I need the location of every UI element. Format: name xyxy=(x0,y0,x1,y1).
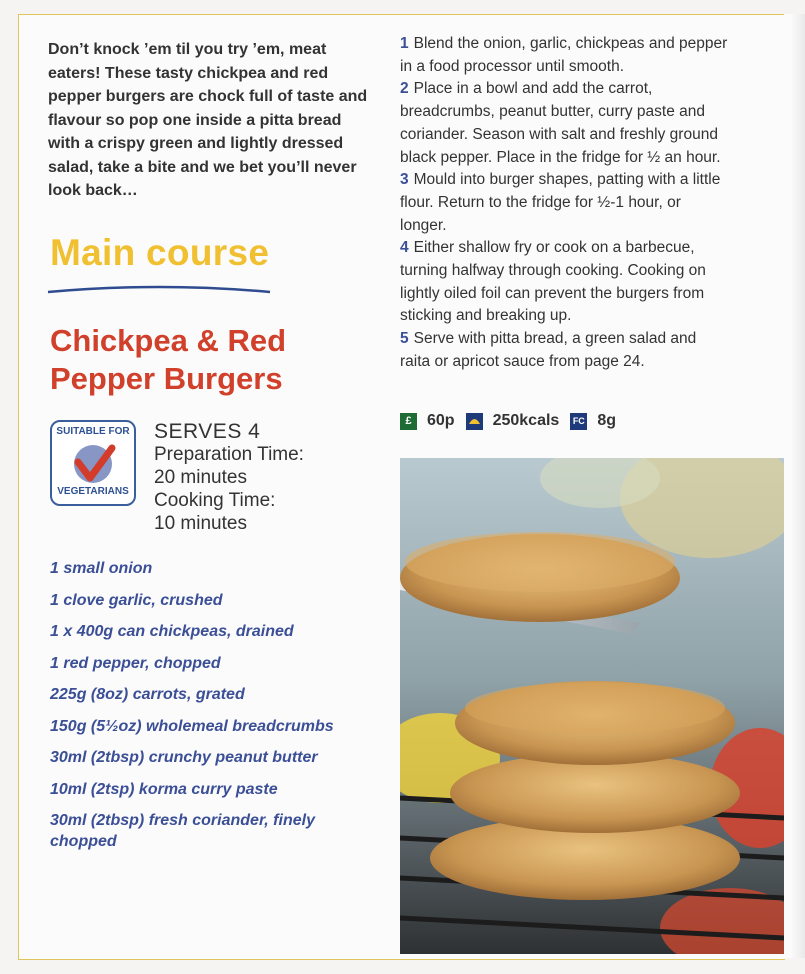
fat-value: 8g xyxy=(597,412,616,429)
step-text: Mould into burger shapes, patting with a little flour. Return to the fridge for ½-1 hour, or longer. xyxy=(400,171,721,234)
cook-time-label: Cooking Time: xyxy=(154,490,276,511)
prep-time-label: Preparation Time: xyxy=(154,444,304,465)
serving-info xyxy=(154,420,304,535)
ingredient-item: 30ml (2tbsp) fresh coriander, finely chopped xyxy=(50,812,315,850)
ingredient-item: 1 small onion xyxy=(50,560,153,577)
method-step xyxy=(400,169,730,237)
step-number: 1 xyxy=(400,35,409,52)
badge-top-text: SUITABLE FOR xyxy=(56,426,130,437)
ingredient-item: 150g (5½oz) wholemeal breadcrumbs xyxy=(50,717,334,735)
method-step xyxy=(400,78,730,169)
step-text: Either shallow fry or cook on a barbecue, turning halfway through cooking. Cooking on lightly oiled foil can prevent the burgers from sticking and breaking up. xyxy=(400,239,706,325)
cost-value: 60p xyxy=(427,412,455,429)
step-text: Blend the onion, garlic, chickpeas and pepper in a food processor until smooth. xyxy=(400,35,728,75)
fat-content-icon: FC xyxy=(570,413,587,430)
prep-time-value: 20 minutes xyxy=(154,467,247,488)
section-title-underline xyxy=(46,284,272,294)
ingredient-item: 1 red pepper, chopped xyxy=(50,654,221,672)
method-step xyxy=(400,328,730,373)
cook-time-value: 10 minutes xyxy=(154,513,247,534)
method-step xyxy=(400,237,730,328)
recipe-title: Chickpea & Red Pepper Burgers xyxy=(50,323,287,396)
step-text: Place in a bowl and add the carrot, breadcrumbs, peanut butter, curry paste and coriander. Season with salt and freshly ground black pepper. Place in the fridge for ½ an hour. xyxy=(400,80,721,166)
method-step xyxy=(400,33,730,78)
method-steps xyxy=(400,33,730,374)
ingredient-item: 1 x 400g can chickpeas, drained xyxy=(50,623,294,640)
nutrition-info xyxy=(400,412,627,430)
calories-icon xyxy=(466,413,483,430)
section-title: Main course xyxy=(50,232,270,273)
ingredient-item: 30ml (2tbsp) crunchy peanut butter xyxy=(50,749,318,766)
step-number: 2 xyxy=(400,80,409,98)
badge-bottom-text: VEGETARIANS xyxy=(57,486,129,497)
ingredient-item: 225g (8oz) carrots, grated xyxy=(50,686,245,703)
step-text: Serve with pitta bread, a green salad and raita or apricot sauce from page 24. xyxy=(400,330,697,370)
step-number: 3 xyxy=(400,171,409,189)
ingredient-item: 10ml (2tsp) korma curry paste xyxy=(50,780,278,798)
step-number: 5 xyxy=(400,330,409,348)
step-number: 4 xyxy=(400,239,409,257)
ingredient-item: 1 clove garlic, crushed xyxy=(50,591,223,609)
vegetarian-badge xyxy=(50,420,136,506)
calories-value: 250kcals xyxy=(492,412,560,429)
serves-count: SERVES 4 xyxy=(154,420,261,443)
pound-icon: £ xyxy=(400,413,417,430)
ingredients-list xyxy=(50,558,370,863)
torn-page-edge xyxy=(784,14,805,958)
checkmark-icon xyxy=(70,442,116,486)
burger-photo xyxy=(400,458,784,954)
intro-paragraph: Don’t knock ’em til you try ’em, meat eaters! These tasty chickpea and red pepper burgers are chock full of taste and flavour so pop one inside a pitta bread with a crispy green and lightly dressed salad, take a bite and we bet you’ll never look back… xyxy=(48,41,368,199)
